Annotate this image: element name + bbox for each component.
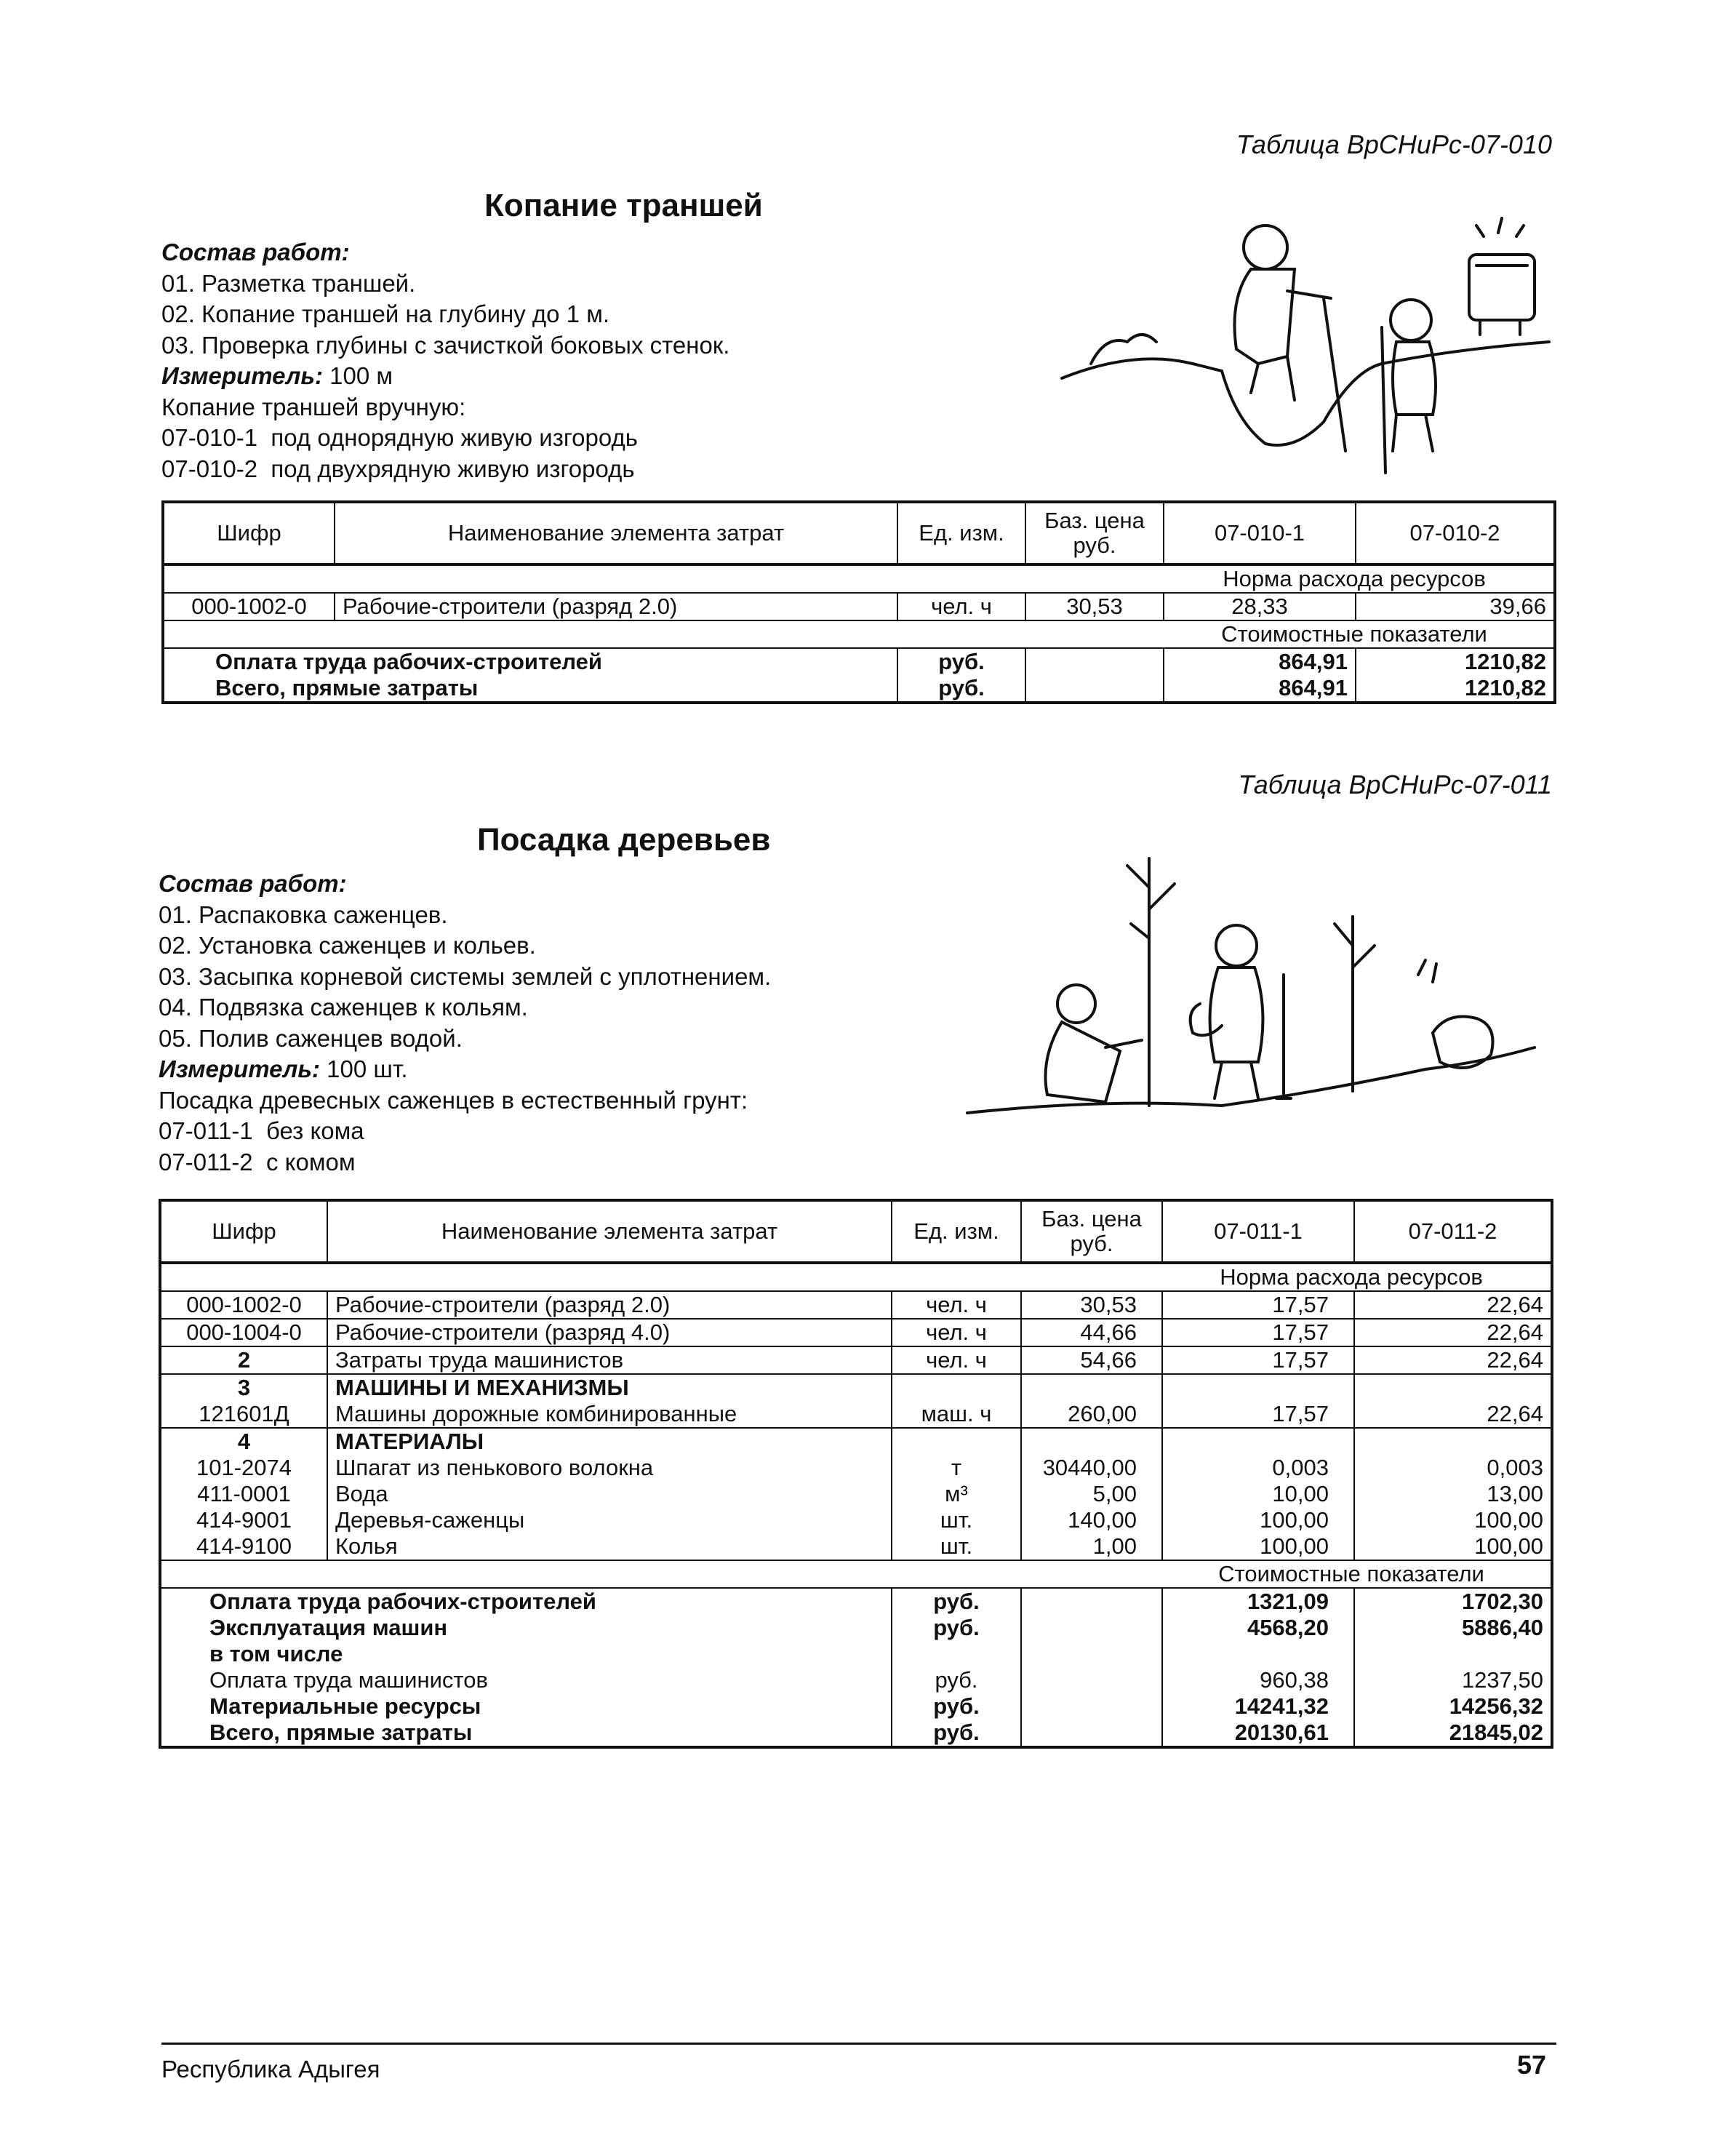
- total-row: [160, 1693, 1552, 1720]
- cell-name: Вода: [327, 1481, 892, 1507]
- meter-line: [159, 1054, 771, 1085]
- cell-value-2: 100,00: [1354, 1533, 1552, 1560]
- total-value-2: 5886,40: [1354, 1615, 1552, 1641]
- section-title: Копание траншей: [484, 188, 763, 223]
- total-row: [163, 675, 1555, 703]
- cell-unit: маш. ч: [892, 1401, 1021, 1428]
- work-description: [161, 237, 729, 484]
- cell-code: 000-1002-0: [163, 593, 335, 620]
- cell-unit: шт.: [892, 1507, 1021, 1533]
- band-resources: Норма расхода ресурсов: [163, 564, 1555, 593]
- cell-price: 140,00: [1021, 1507, 1162, 1533]
- total-unit: руб.: [892, 1720, 1021, 1747]
- meter-line: [161, 361, 729, 392]
- cell-price: 30,53: [1021, 1291, 1162, 1319]
- cell-value-1: 17,57: [1162, 1346, 1354, 1374]
- cell-unit: [892, 1374, 1021, 1401]
- col-header-unit: Ед. изм.: [897, 502, 1025, 564]
- cell-name: Деревья-саженцы: [327, 1507, 892, 1533]
- cell-value-2: 0,003: [1354, 1455, 1552, 1481]
- total-value-1: 960,38: [1162, 1667, 1354, 1693]
- total-value-2: [1354, 1641, 1552, 1667]
- total-name: Материальные ресурсы: [209, 1693, 481, 1719]
- cell-name: Рабочие-строители (разряд 2.0): [335, 593, 897, 620]
- total-value-2: 21845,02: [1354, 1720, 1552, 1747]
- meter-label: Измеритель:: [161, 362, 323, 389]
- variant-item: 07-011-2 с комом: [159, 1148, 356, 1175]
- total-name: в том числе: [209, 1641, 343, 1666]
- meter-label: Измеритель:: [159, 1055, 320, 1082]
- cell-value-2: 22,64: [1354, 1291, 1552, 1319]
- total-unit: руб.: [892, 1588, 1021, 1615]
- cell-value-2: 22,64: [1354, 1346, 1552, 1374]
- cell-code: 3: [237, 1375, 251, 1400]
- work-description: [159, 869, 771, 1178]
- cell-value-2: 100,00: [1354, 1507, 1552, 1533]
- table-row: [160, 1481, 1552, 1507]
- total-value-2: 1210,82: [1356, 648, 1555, 675]
- table-row: [160, 1533, 1552, 1560]
- total-unit: руб.: [892, 1667, 1021, 1693]
- table-row: [160, 1346, 1552, 1374]
- total-value-2: 1210,82: [1356, 675, 1555, 703]
- cell-value-2: [1354, 1374, 1552, 1401]
- total-row: [160, 1588, 1552, 1615]
- total-unit: руб.: [892, 1615, 1021, 1641]
- work-step: 05. Полив саженцев водой.: [159, 1024, 463, 1052]
- cell-code: 121601Д: [160, 1401, 327, 1428]
- cell-name: Колья: [327, 1533, 892, 1560]
- cell-unit: чел. ч: [897, 593, 1025, 620]
- total-unit: руб.: [897, 648, 1025, 675]
- total-name: Оплата труда рабочих-строителей: [215, 649, 602, 674]
- table-row: [160, 1291, 1552, 1319]
- col-header-price: Баз. цена руб.: [1025, 502, 1164, 564]
- cell-name: Машины дорожные комбинированные: [327, 1401, 892, 1428]
- cell-value-2: 22,64: [1354, 1401, 1552, 1428]
- cell-unit: [892, 1428, 1021, 1455]
- total-value-1: 864,91: [1164, 648, 1356, 675]
- cell-price: [1021, 1374, 1162, 1401]
- meter-value: 100 шт.: [320, 1055, 408, 1082]
- table-row: [160, 1507, 1552, 1533]
- cell-code: 2: [160, 1346, 327, 1374]
- cell-unit: т: [892, 1455, 1021, 1481]
- total-row: [163, 648, 1555, 675]
- tree-planting-illustration: [960, 829, 1542, 1164]
- total-name: Эксплуатация машин: [209, 1615, 448, 1640]
- total-row: [160, 1641, 1552, 1667]
- band-row: [160, 1263, 1552, 1291]
- work-step: 01. Разметка траншей.: [161, 269, 416, 297]
- work-step: 02. Установка саженцев и кольев.: [159, 932, 536, 959]
- col-header-variant-1: 07-010-1: [1164, 502, 1356, 564]
- col-header-variant-2: 07-011-2: [1354, 1200, 1552, 1263]
- composition-label: Состав работ:: [159, 870, 347, 897]
- meter-value: 100 м: [323, 362, 393, 389]
- total-value-2: 14256,32: [1354, 1693, 1552, 1720]
- total-row: [160, 1720, 1552, 1747]
- total-value-2: 1702,30: [1354, 1588, 1552, 1615]
- cell-code: 4: [237, 1429, 251, 1454]
- cell-value-1: 0,003: [1162, 1455, 1354, 1481]
- cell-name: МАШИНЫ И МЕХАНИЗМЫ: [327, 1374, 892, 1401]
- composition-label: Состав работ:: [161, 239, 350, 265]
- cell-price: 30,53: [1025, 593, 1164, 620]
- cost-table: [159, 1199, 1553, 1749]
- cell-price: 30440,00: [1021, 1455, 1162, 1481]
- total-name: Всего, прямые затраты: [215, 675, 479, 700]
- page-number: 57: [1516, 2050, 1546, 2080]
- cell-value-1: 10,00: [1162, 1481, 1354, 1507]
- band-row: [163, 564, 1555, 593]
- cell-code: 411-0001: [197, 1481, 291, 1506]
- variant-item: 07-010-2 под двухрядную живую изгородь: [161, 455, 635, 482]
- cell-price: 54,66: [1021, 1346, 1162, 1374]
- cell-name: МАТЕРИАЛЫ: [327, 1428, 892, 1455]
- cell-value-1: 28,33: [1164, 593, 1356, 620]
- footer-region: Республика Адыгея: [161, 2056, 380, 2083]
- total-unit: руб.: [892, 1693, 1021, 1720]
- table-reference: Таблица ВрСНиРс-07-011: [1238, 770, 1552, 799]
- band-resources: Норма расхода ресурсов: [160, 1263, 1552, 1291]
- cell-unit: чел. ч: [892, 1291, 1021, 1319]
- total-value-2: 1237,50: [1354, 1667, 1552, 1693]
- col-header-name: Наименование элемента затрат: [327, 1200, 892, 1263]
- total-row: [160, 1667, 1552, 1693]
- total-value-1: 1321,09: [1162, 1588, 1354, 1615]
- work-step: 01. Распаковка саженцев.: [159, 901, 448, 928]
- cell-value-2: 39,66: [1356, 593, 1555, 620]
- cell-value-1: 100,00: [1162, 1507, 1354, 1533]
- work-step: 03. Засыпка корневой системы землей с уплотнением.: [159, 962, 772, 990]
- table-row: [160, 1374, 1552, 1401]
- cell-price: 1,00: [1021, 1533, 1162, 1560]
- table-row: [160, 1428, 1552, 1455]
- total-value-1: 20130,61: [1162, 1720, 1354, 1747]
- table-row: [160, 1401, 1552, 1428]
- col-header-code: Шифр: [163, 502, 335, 564]
- table-row: [163, 593, 1555, 620]
- trench-digging-illustration: [1047, 204, 1556, 480]
- cell-code: 414-9001: [196, 1507, 292, 1533]
- total-value-1: 14241,32: [1162, 1693, 1354, 1720]
- cell-value-2: [1354, 1428, 1552, 1455]
- cell-unit: чел. ч: [892, 1319, 1021, 1346]
- variant-item: 07-010-1 под однорядную живую изгородь: [161, 424, 638, 451]
- cell-name: Шпагат из пенькового волокна: [327, 1455, 892, 1481]
- cost-table: [161, 500, 1556, 704]
- band-row: [163, 620, 1555, 648]
- total-name: Всего, прямые затраты: [209, 1720, 473, 1745]
- band-costs: Стоимостные показатели: [160, 1560, 1552, 1588]
- total-value-1: 4568,20: [1162, 1615, 1354, 1641]
- table-header-row: [163, 502, 1555, 564]
- band-costs: Стоимостные показатели: [163, 620, 1555, 648]
- method-description: Посадка древесных саженцев в естественный грунт:: [159, 1086, 748, 1114]
- footer-divider: [161, 2043, 1556, 2045]
- work-step: 03. Проверка глубины с зачисткой боковых стенок.: [161, 331, 730, 359]
- cell-value-1: [1162, 1428, 1354, 1455]
- resource-rows: [160, 1291, 1552, 1560]
- col-header-variant-1: 07-011-1: [1162, 1200, 1354, 1263]
- total-rows: [160, 1588, 1552, 1747]
- total-unit: [892, 1641, 1021, 1667]
- cell-price: 260,00: [1021, 1401, 1162, 1428]
- cell-value-1: 17,57: [1162, 1291, 1354, 1319]
- cell-unit: чел. ч: [892, 1346, 1021, 1374]
- table-header-row: [160, 1200, 1552, 1263]
- work-step: 02. Копание траншей на глубину до 1 м.: [161, 300, 610, 327]
- cell-value-1: 17,57: [1162, 1401, 1354, 1428]
- cell-name: Рабочие-строители (разряд 4.0): [327, 1319, 892, 1346]
- section-title: Посадка деревьев: [477, 822, 771, 858]
- cell-code: 000-1004-0: [160, 1319, 327, 1346]
- cell-value-1: 100,00: [1162, 1533, 1354, 1560]
- table-row: [160, 1455, 1552, 1481]
- total-name: Оплата труда рабочих-строителей: [209, 1589, 596, 1614]
- cell-value-2: 22,64: [1354, 1319, 1552, 1346]
- cell-value-2: 13,00: [1354, 1481, 1552, 1507]
- cell-price: 5,00: [1021, 1481, 1162, 1507]
- total-unit: руб.: [897, 675, 1025, 703]
- col-header-unit: Ед. изм.: [892, 1200, 1021, 1263]
- cell-price: 44,66: [1021, 1319, 1162, 1346]
- total-value-1: 864,91: [1164, 675, 1356, 703]
- col-header-price: Баз. цена руб.: [1021, 1200, 1162, 1263]
- total-name: Оплата труда машинистов: [209, 1667, 488, 1693]
- total-value-1: [1162, 1641, 1354, 1667]
- variant-item: 07-011-1 без кома: [159, 1117, 364, 1144]
- cell-name: Рабочие-строители (разряд 2.0): [327, 1291, 892, 1319]
- col-header-name: Наименование элемента затрат: [335, 502, 897, 564]
- cell-code: 000-1002-0: [160, 1291, 327, 1319]
- table-reference: Таблица ВрСНиРс-07-010: [1236, 129, 1552, 159]
- total-row: [160, 1615, 1552, 1641]
- cell-price: [1021, 1428, 1162, 1455]
- col-header-variant-2: 07-010-2: [1356, 502, 1555, 564]
- col-header-code: Шифр: [160, 1200, 327, 1263]
- cell-code: 101-2074: [196, 1455, 292, 1480]
- method-description: Копание траншей вручную:: [161, 393, 466, 420]
- cell-value-1: 17,57: [1162, 1319, 1354, 1346]
- work-step: 04. Подвязка саженцев к кольям.: [159, 994, 528, 1021]
- table-row: [160, 1319, 1552, 1346]
- cell-value-1: [1162, 1374, 1354, 1401]
- band-row: [160, 1560, 1552, 1588]
- cell-name: Затраты труда машинистов: [327, 1346, 892, 1374]
- cell-unit: м³: [892, 1481, 1021, 1507]
- cell-unit: шт.: [892, 1533, 1021, 1560]
- cell-code: 414-9100: [196, 1533, 292, 1559]
